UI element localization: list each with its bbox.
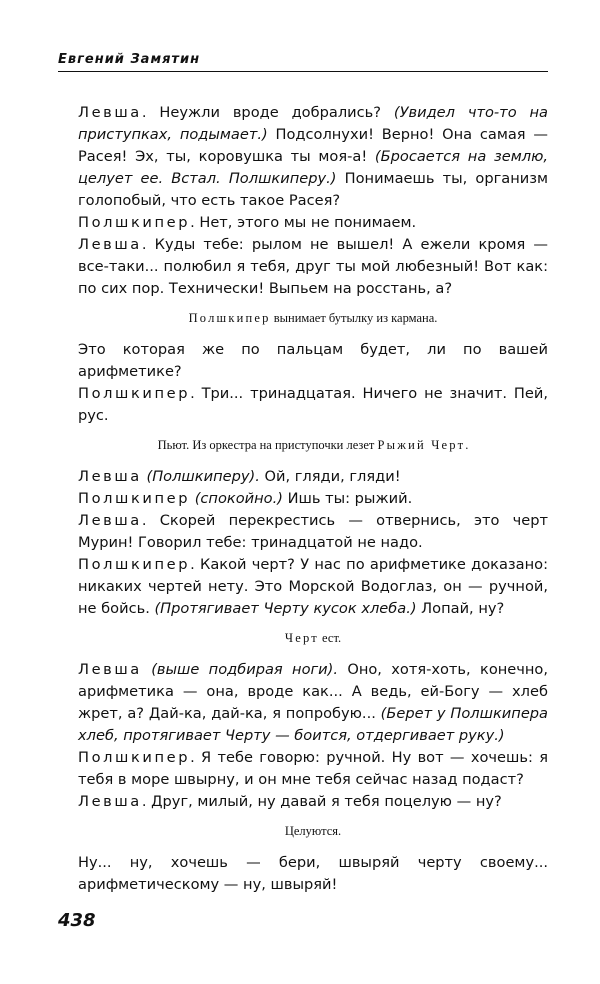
text-run: Понимаешь ты, организм голопобый, что есть такое Расея? bbox=[78, 170, 548, 209]
text-run bbox=[142, 661, 151, 678]
text-run: . Какой черт? У нас по арифметике доказано: никаких чертей нету. Это Морской Водоглаз, он — ручной, не бойсь. bbox=[78, 556, 548, 617]
speech-paragraph bbox=[78, 510, 548, 554]
speech-paragraph bbox=[78, 102, 548, 212]
text-run: Пьют. Из оркестра на приступочки лезет bbox=[157, 438, 378, 452]
speech-paragraph bbox=[78, 234, 548, 300]
text-run: Ой, гляди, гляди! bbox=[259, 468, 401, 485]
character-name: Левша bbox=[78, 468, 142, 485]
speech-paragraph bbox=[78, 212, 548, 234]
text-run: . Неужли вроде добрались? bbox=[141, 104, 394, 121]
character-name: Левша bbox=[78, 661, 142, 678]
running-head: Евгений Замятин bbox=[58, 52, 201, 67]
stage-remark: (Протягивает Черту кусок хлеба.) bbox=[154, 600, 417, 617]
text-run: Ишь ты: рыжий. bbox=[282, 490, 413, 507]
speech-paragraph bbox=[78, 488, 548, 510]
character-name: Полшкипер bbox=[78, 749, 191, 766]
character-name: Полшкипер bbox=[78, 490, 191, 507]
speech-paragraph bbox=[78, 554, 548, 620]
stage-direction bbox=[78, 436, 548, 454]
character-name: Левша bbox=[78, 104, 142, 121]
header-rule bbox=[58, 71, 548, 72]
text-run: Это которая же по пальцам будет, ли по вашей арифметике? bbox=[78, 341, 548, 380]
character-name: Рыжий Черт bbox=[377, 438, 466, 452]
stage-remark: (Бросается на землю, целует ее. Встал. Полшкиперу.) bbox=[78, 148, 548, 187]
stage-direction bbox=[78, 309, 548, 327]
speech-paragraph bbox=[78, 339, 548, 383]
character-name: Левша bbox=[78, 236, 142, 253]
text-run: . Друг, милый, ну давай я тебя поцелую — ну? bbox=[141, 793, 502, 810]
stage-remark: (Берет у Полшкипера хлеб, протягивает Черту — боится, отдергивает руку.) bbox=[78, 705, 548, 744]
page-number: 438 bbox=[58, 910, 96, 931]
text-run: . bbox=[465, 438, 469, 452]
text-run: Целуются. bbox=[284, 824, 342, 838]
play-text bbox=[78, 102, 548, 896]
text-run: . Три... тринадцатая. Ничего не значит. Пей, рус. bbox=[78, 385, 548, 424]
text-run: . Я тебе говорю: ручной. Ну вот — хочешь: я тебя в море швырну, и он мне тебя сейчас назад подаст? bbox=[78, 749, 548, 788]
text-run: Подсолнухи! Верно! Она самая — Расея! Эх, ты, коровушка ты моя-а! bbox=[78, 126, 548, 165]
text-run: . Куды тебе: рылом не вышел! А ежели кромя — все-таки... полюбил я тебя, друг ты мой любезный! Вот как: по сих пор. Технически! Выпьем на росстань, а? bbox=[78, 236, 548, 297]
text-run: Оно, хотя-хоть, конечно, арифметика — она, вроде как... А ведь, ей-Богу — хлеб жрет, а? Дай-ка, дай-ка, я попробую... bbox=[78, 661, 548, 722]
text-run: ест. bbox=[318, 631, 342, 645]
stage-remark: (спокойно.) bbox=[194, 490, 283, 507]
character-name: Полшкипер bbox=[78, 385, 191, 402]
speech-paragraph bbox=[78, 747, 548, 791]
character-name: Полшкипер bbox=[78, 556, 191, 573]
text-run: . Нет, этого мы не понимаем. bbox=[190, 214, 417, 231]
speech-paragraph bbox=[78, 659, 548, 747]
stage-remark: (Полшкиперу). bbox=[146, 468, 260, 485]
character-name: Левша bbox=[78, 512, 142, 529]
speech-paragraph bbox=[78, 791, 548, 813]
speech-paragraph bbox=[78, 466, 548, 488]
stage-remark: (Увидел что-то на приступках, подымает.) bbox=[78, 104, 548, 143]
text-run: вынимает бутылку из кармана. bbox=[270, 311, 438, 325]
text-run: . Скорей перекрестись — отвернись, это черт Мурин! Говорил тебе: тринадцатой не надо. bbox=[78, 512, 548, 551]
character-name: Левша bbox=[78, 793, 142, 810]
stage-direction bbox=[78, 822, 548, 840]
stage-remark: (выше подбирая ноги). bbox=[151, 661, 338, 678]
character-name: Полшкипер bbox=[78, 214, 191, 231]
speech-paragraph bbox=[78, 383, 548, 427]
text-run: Ну... ну, хочешь — бери, швыряй черту своему... арифметическому — ну, швыряй! bbox=[78, 854, 548, 893]
text-run: Лопай, ну? bbox=[416, 600, 505, 617]
stage-direction bbox=[78, 629, 548, 647]
speech-paragraph bbox=[78, 852, 548, 896]
character-name: Черт bbox=[284, 631, 319, 645]
character-name: Полшкипер bbox=[188, 311, 271, 325]
